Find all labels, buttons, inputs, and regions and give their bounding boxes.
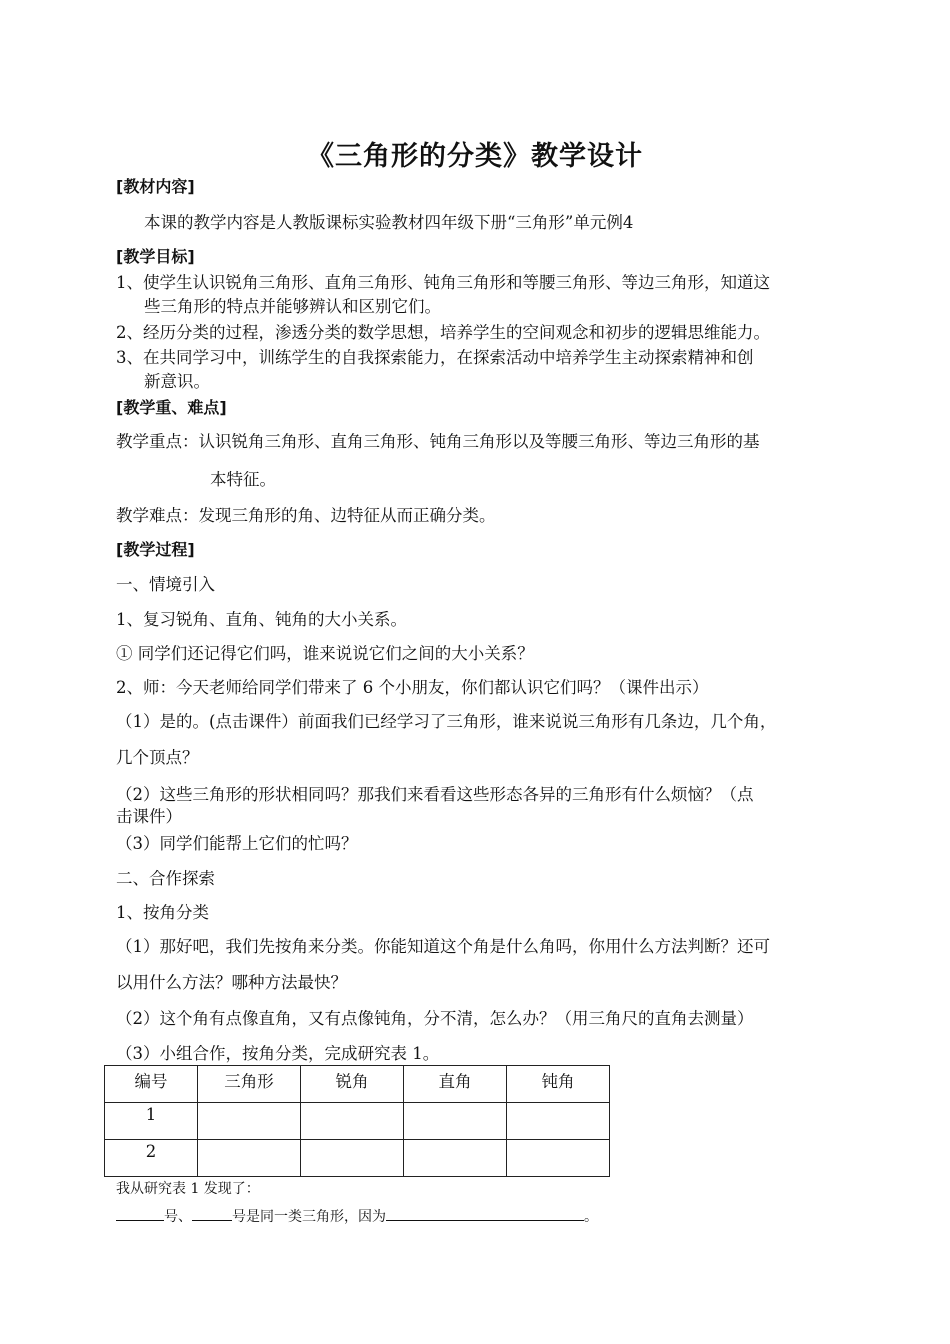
findings-text: 。 xyxy=(584,1209,598,1225)
table-cell: 1 xyxy=(105,1103,198,1140)
table-cell: 2 xyxy=(105,1140,198,1177)
research-table xyxy=(104,1065,610,1177)
table-cell xyxy=(198,1140,301,1177)
findings-intro: 我从研究表 1 发现了： xyxy=(116,1181,260,1197)
key-point-cont: 本特征。 xyxy=(210,470,276,489)
blank-field[interactable] xyxy=(116,1206,164,1221)
process-item: （2）这些三角形的形状相同吗？那我们来看看这些形态各异的三角形有什么烦恼？（点 xyxy=(116,785,754,804)
table-row xyxy=(105,1140,610,1177)
table-header-cell: 直角 xyxy=(404,1066,507,1103)
process-item: （2）这个角有点像直角，又有点像钝角，分不清，怎么办？（用三角尺的直角去测量） xyxy=(116,1009,754,1028)
difficulty-point: 教学难点：发现三角形的角、边特征从而正确分类。 xyxy=(116,506,496,525)
heading-focus: [教学重、难点] xyxy=(116,398,227,417)
table-cell xyxy=(507,1140,610,1177)
heading-process: [教学过程] xyxy=(116,540,195,559)
findings-text: 号是同一类三角形，因为 xyxy=(232,1209,386,1225)
table-header-row xyxy=(105,1066,610,1103)
heading-goals: [教学目标] xyxy=(116,247,195,266)
document-title: 《三角形的分类》教学设计 xyxy=(307,141,643,172)
goal-3-cont: 新意识。 xyxy=(144,372,210,391)
table-cell xyxy=(507,1103,610,1140)
process-item: （3）同学们能帮上它们的忙吗？ xyxy=(116,834,358,853)
goal-3: 3、在共同学习中，训练学生的自我探索能力，在探索活动中培养学生主动探索精神和创 xyxy=(116,348,754,367)
goal-2: 2、经历分类的过程，渗透分类的数学思想，培养学生的空间观念和初步的逻辑思维能力。 xyxy=(116,323,770,342)
findings-sentence xyxy=(116,1206,856,1226)
process-item: 一、情境引入 xyxy=(116,575,215,594)
table-header-cell: 钝角 xyxy=(507,1066,610,1103)
process-item: （1）是的。(点击课件）前面我们已经学习了三角形，谁来说说三角形有几条边，几个角， xyxy=(116,712,777,731)
goal-1: 1、使学生认识锐角三角形、直角三角形、钝角三角形和等腰三角形、等边三角形，知道这 xyxy=(116,273,770,292)
key-point: 教学重点：认识锐角三角形、直角三角形、钝角三角形以及等腰三角形、等边三角形的基 xyxy=(116,432,760,451)
process-item: （3）小组合作，按角分类，完成研究表 1。 xyxy=(116,1044,440,1063)
process-item: （1）那好吧，我们先按角来分类。你能知道这个角是什么角吗，你用什么方法判断？还可 xyxy=(116,937,770,956)
table-cell xyxy=(404,1103,507,1140)
blank-field[interactable] xyxy=(386,1206,584,1221)
table-cell xyxy=(301,1140,404,1177)
table-header-cell: 三角形 xyxy=(198,1066,301,1103)
findings-text: 号、 xyxy=(164,1209,192,1225)
process-item: 二、合作探索 xyxy=(116,869,215,888)
table-cell xyxy=(301,1103,404,1140)
table-header-cell: 编号 xyxy=(105,1066,198,1103)
process-item: 1、复习锐角、直角、钝角的大小关系。 xyxy=(116,610,407,629)
process-item: 几个顶点？ xyxy=(116,748,199,767)
process-item: 2、师：今天老师给同学们带来了 6 个小朋友，你们都认识它们吗？（课件出示） xyxy=(116,678,709,697)
process-item: 击课件） xyxy=(116,807,182,826)
table-cell xyxy=(404,1140,507,1177)
table-header-cell: 锐角 xyxy=(301,1066,404,1103)
process-item: 以用什么方法？哪种方法最快？ xyxy=(116,973,347,992)
process-item: ① 同学们还记得它们吗，谁来说说它们之间的大小关系？ xyxy=(116,644,534,663)
table-row xyxy=(105,1103,610,1140)
table-cell xyxy=(198,1103,301,1140)
blank-field[interactable] xyxy=(192,1206,232,1221)
process-item: 1、按角分类 xyxy=(116,903,209,922)
content-text: 本课的教学内容是人教版课标实验教材四年级下册“三角形”单元例4 xyxy=(144,213,634,232)
heading-content: [教材内容] xyxy=(116,177,195,196)
goal-1-cont: 些三角形的特点并能够辨认和区别它们。 xyxy=(144,297,441,316)
